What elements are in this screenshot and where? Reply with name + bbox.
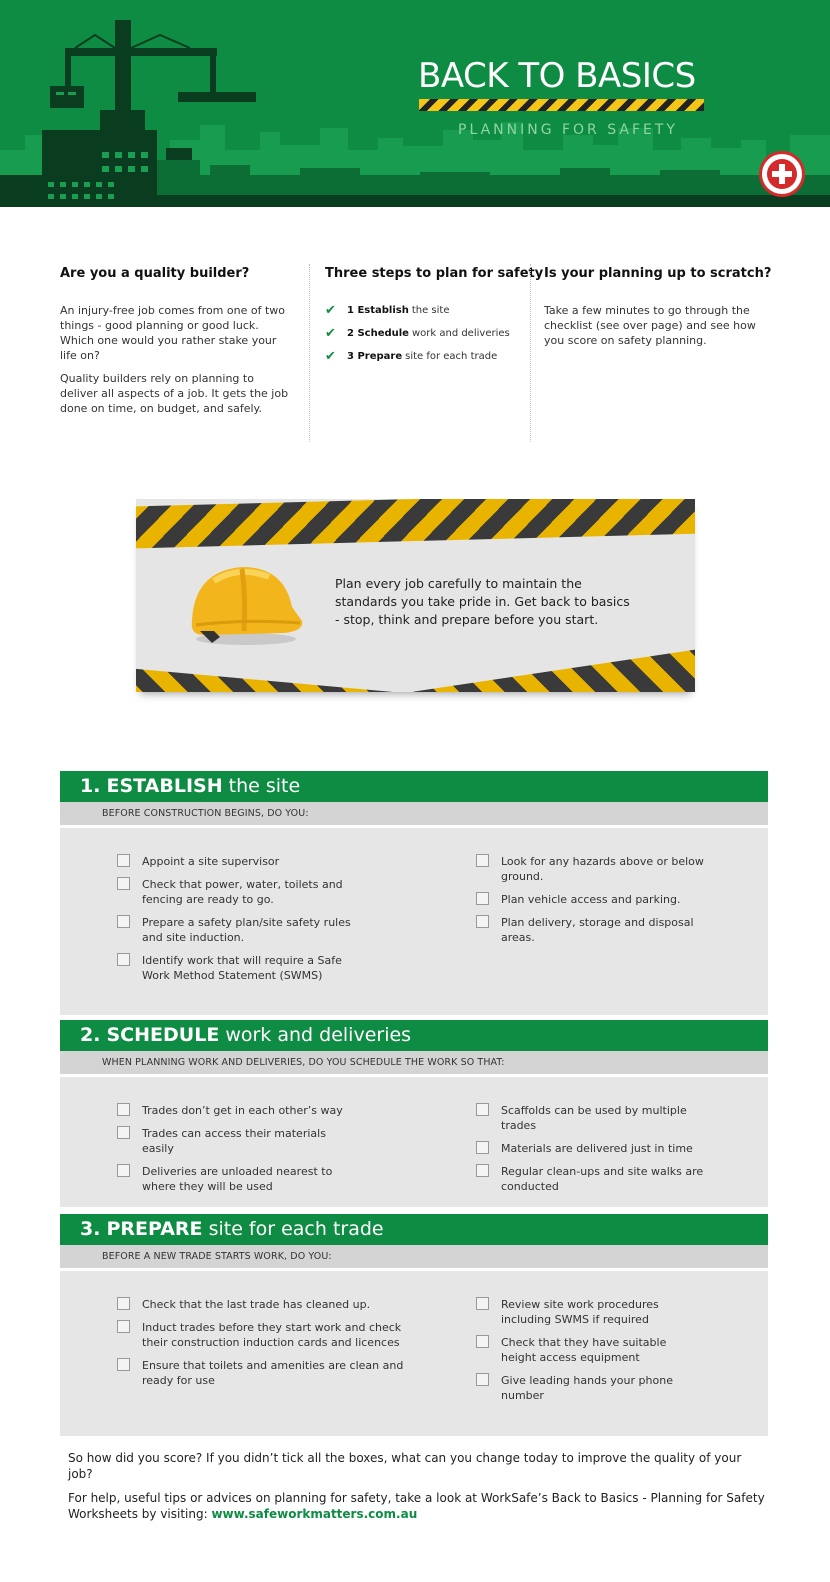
first-aid-badge xyxy=(759,151,805,197)
checkbox[interactable] xyxy=(117,1164,130,1177)
checklist-item: Give leading hands your phone number xyxy=(476,1373,691,1403)
intro-planning-scratch xyxy=(544,266,772,356)
section-establish xyxy=(60,771,768,1015)
checkbox[interactable] xyxy=(476,892,489,905)
checklist-item: Ensure that toilets and amenities are clean and ready for use xyxy=(117,1358,407,1388)
checklist-right xyxy=(476,1297,691,1411)
checklist-item: Check that the last trade has cleaned up. xyxy=(117,1297,407,1312)
planning-scratch-heading: Is your planning up to scratch? xyxy=(544,266,772,281)
checkbox[interactable] xyxy=(476,1103,489,1116)
checklist-left xyxy=(117,1297,407,1396)
checklist-item: Look for any hazards above or below ground. xyxy=(476,854,711,884)
hazard-tape-top xyxy=(136,499,695,549)
checkbox[interactable] xyxy=(117,1126,130,1139)
header-banner xyxy=(0,0,830,207)
checklist-left xyxy=(117,1103,347,1202)
checklist-item: Induct trades before they start work and check their construction induction cards and licences xyxy=(117,1320,407,1350)
checklist-item: Plan vehicle access and parking. xyxy=(476,892,711,907)
checklist-item: Regular clean-ups and site walks are conducted xyxy=(476,1164,711,1194)
section-schedule xyxy=(60,1020,768,1207)
checkmark-icon: ✔ xyxy=(325,303,336,318)
quality-builder-text-2: Quality builders rely on planning to deliver all aspects of a job. It gets the job done on time, on budget, and safely. xyxy=(60,372,289,415)
checklist-right xyxy=(476,1103,711,1202)
section-subheading: BEFORE A NEW TRADE STARTS WORK, DO YOU: xyxy=(60,1245,768,1268)
footer-help-text: For help, useful tips or advices on planning for safety, take a look at WorkSafe’s Back to Basics - Planning for Safety Worksheets by visiting: www.safeworkmatters.com.au xyxy=(68,1491,765,1521)
page-title: BACK TO BASICS xyxy=(418,56,696,96)
intro-quality-builder xyxy=(60,266,292,424)
hard-hat-icon xyxy=(184,559,309,654)
column-divider xyxy=(309,264,310,442)
checkbox[interactable] xyxy=(476,854,489,867)
checkbox[interactable] xyxy=(117,953,130,966)
checklist-item: Materials are delivered just in time xyxy=(476,1141,711,1156)
quality-builder-heading: Are you a quality builder? xyxy=(60,266,250,281)
quality-builder-text-1: An injury-free job comes from one of two things - good planning or good luck. Which one would you rather stake your life on? xyxy=(60,304,285,362)
checklist-item: Check that they have suitable height access equipment xyxy=(476,1335,691,1365)
section-header: 3. PREPARE site for each trade xyxy=(60,1214,768,1245)
checklist-item: Prepare a safety plan/site safety rules and site induction. xyxy=(117,915,367,945)
step-item: ✔ 1 Establish the site xyxy=(325,303,450,318)
checklist-item: Review site work procedures including SWMS if required xyxy=(476,1297,691,1327)
hazard-stripe-divider xyxy=(419,99,704,111)
checkbox[interactable] xyxy=(117,854,130,867)
three-steps-heading: Three steps to plan for safety xyxy=(325,266,544,281)
checklist-item: Plan delivery, storage and disposal areas. xyxy=(476,915,711,945)
section-checklist xyxy=(60,1271,768,1436)
checklist-right xyxy=(476,854,711,953)
step-item: ✔ 3 Prepare site for each trade xyxy=(325,349,498,364)
checkbox[interactable] xyxy=(117,915,130,928)
checkbox[interactable] xyxy=(476,1297,489,1310)
footer xyxy=(68,1450,768,1530)
checklist-item: Trades can access their materials easily xyxy=(117,1126,347,1156)
checklist-item: Appoint a site supervisor xyxy=(117,854,367,869)
checkbox[interactable] xyxy=(117,1358,130,1371)
intro-three-steps xyxy=(325,266,544,372)
checklist-left xyxy=(117,854,367,991)
footer-score-question: So how did you score? If you didn’t tick all the boxes, what can you change today to improve the quality of your job? xyxy=(68,1451,742,1481)
checkbox[interactable] xyxy=(476,1373,489,1386)
checklist-item: Check that power, water, toilets and fencing are ready to go. xyxy=(117,877,367,907)
checkbox[interactable] xyxy=(117,1297,130,1310)
section-prepare xyxy=(60,1214,768,1436)
banner-message: Plan every job carefully to maintain the standards you take pride in. Get back to basics - stop, think and prepare before you start. xyxy=(335,576,630,627)
checklist-item: Trades don’t get in each other’s way xyxy=(117,1103,347,1118)
checkbox[interactable] xyxy=(117,1103,130,1116)
website-link[interactable]: www.safeworkmatters.com.au xyxy=(211,1507,418,1521)
steps-list xyxy=(325,303,525,364)
checkmark-icon: ✔ xyxy=(325,349,336,364)
column-divider xyxy=(530,264,531,442)
checkbox[interactable] xyxy=(476,1335,489,1348)
checkbox[interactable] xyxy=(117,877,130,890)
first-aid-cross-icon xyxy=(767,159,797,189)
checklist-item: Identify work that will require a Safe Work Method Statement (SWMS) xyxy=(117,953,367,983)
checkbox[interactable] xyxy=(476,915,489,928)
safety-banner xyxy=(136,499,695,692)
section-header: 1. ESTABLISH the site xyxy=(60,771,768,802)
checklist-item: Deliveries are unloaded nearest to where they will be used xyxy=(117,1164,347,1194)
section-header: 2. SCHEDULE work and deliveries xyxy=(60,1020,768,1051)
checkbox[interactable] xyxy=(476,1141,489,1154)
checklist-item: Scaffolds can be used by multiple trades xyxy=(476,1103,711,1133)
checkbox[interactable] xyxy=(117,1320,130,1333)
checkmark-icon: ✔ xyxy=(325,326,336,341)
section-checklist xyxy=(60,828,768,1015)
city-skyline-illustration xyxy=(0,0,830,207)
page-subtitle: PLANNING FOR SAFETY xyxy=(458,122,678,138)
section-subheading: BEFORE CONSTRUCTION BEGINS, DO YOU: xyxy=(60,802,768,825)
section-subheading: WHEN PLANNING WORK AND DELIVERIES, DO YOU SCHEDULE THE WORK SO THAT: xyxy=(60,1051,768,1074)
planning-scratch-text: Take a few minutes to go through the checklist (see over page) and see how you score on safety planning. xyxy=(544,304,756,347)
section-checklist xyxy=(60,1077,768,1207)
hazard-tape-bottom xyxy=(136,648,695,692)
checkbox[interactable] xyxy=(476,1164,489,1177)
step-item: ✔ 2 Schedule work and deliveries xyxy=(325,326,510,341)
